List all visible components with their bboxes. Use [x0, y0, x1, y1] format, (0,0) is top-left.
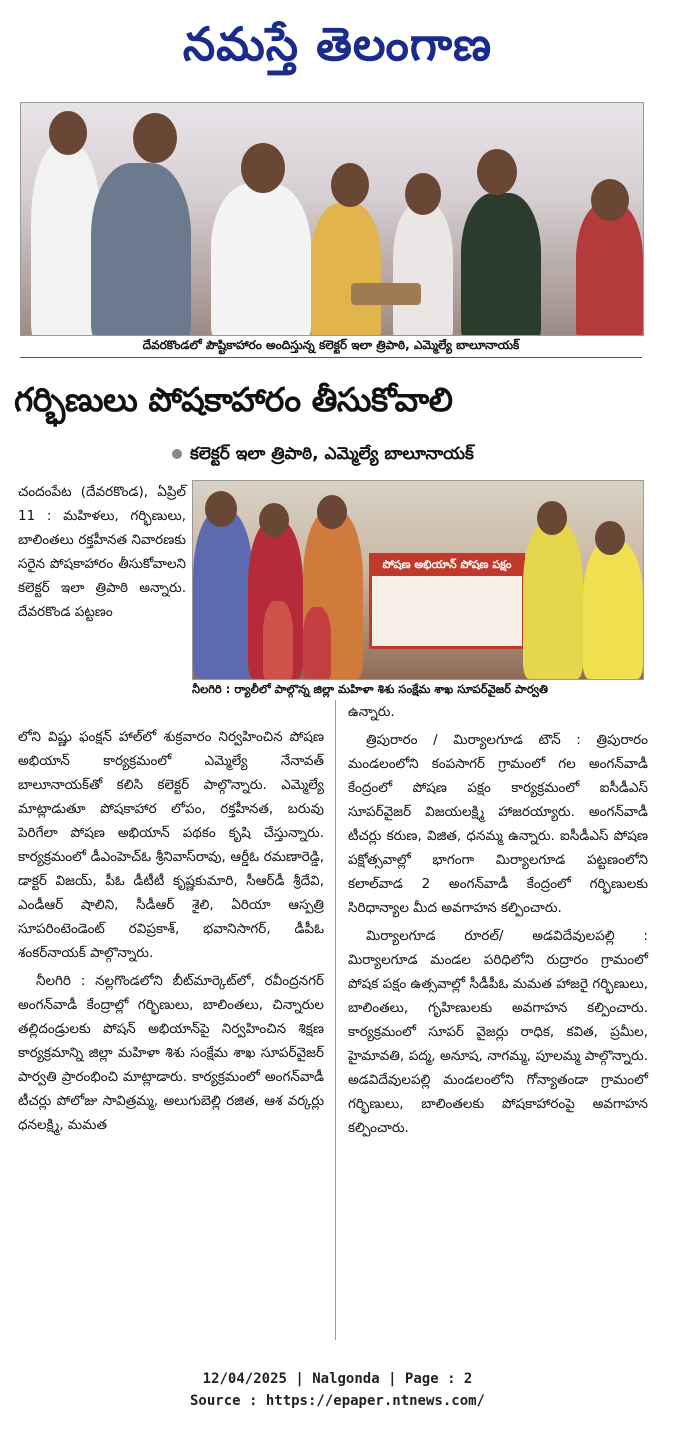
right-paragraph-3: మిర్యాలగూడ రూరల్/ అడవిదేవులపల్లి : మిర్యాలగూడ మండల పరిధిలోని రుద్రారం గ్రామంలో పోషక పక్షం ఉత్సవాల్లో సీడీపీఓ మమత హాజరై గర్భిణులు, బాలింతలు, గృహిణులకు అవగాహన కల్పించారు. కార్యక్రమంలో సూపర్ వైజర్లు రాధిక, కవిత, ప్రమీల, హైమావతి, పద్మ, అనూష, నాగమ్మ, పూలమ్మ పాల్గొన్నారు. అడవిదేవులపల్లి మండలంలోని గోన్యాతండా గ్రామంలో గర్భిణులు, బాలింతలకు పోషకాహారంపై అవగాహన కల్పించారు. [348, 928, 648, 1136]
article-intro [18, 480, 186, 628]
bullet-icon [172, 449, 182, 459]
rally-banner [369, 553, 525, 649]
footer-date-line: 12/04/2025 | Nalgonda | Page : 2 [202, 1371, 473, 1387]
left-paragraph-1: లోని విష్ణు ఫంక్షన్ హాల్‌లో శుక్రవారం నిర్వహించిన పోషణ అభియాన్ కార్యక్రమంలో ఎమ్మెల్యే నేనావత్ బాలూనాయక్‌తో కలిసి కలెక్టర్ పాల్గొన్నారు. ఎమ్మెల్యే మాట్లాడుతూ పోషకాహార లోపం, రక్తహీనత, బరువు పెరిగేలా పోషణ అభియాన్ పథకం కృషి చేస్తున్నారు. కార్యక్రమంలో డీఎంహెచ్‌ఓ శ్రీనివాస్‌రావు, ఆర్డీఓ రమణారెడ్డి, డాక్టర్ విజయ్, పీఓ డీటీటీ కృష్ణకుమారి, సీఆర్‌డీ శ్రీదేవి, ఎండీఆర్ షాలిని, సీడీఆర్ శైలి, ఏరియా ఆస్పత్రి సూపరింటెండెంట్ రవిప్రకాశ్, భవానిసాగర్, డీపీఓ శంకర్‌నాయక్ పాల్గొన్నారు. [18, 729, 324, 961]
column-divider [335, 700, 336, 1340]
intro-paragraph: చందంపేట (దేవరకొండ), ఏప్రిల్ 11 : మహిళలు, గర్భిణులు, బాలింతలు రక్తహీనత నివారణకు సరైన పోషకాహారం తీసుకోవాలని కలెక్టర్ ఇలా త్రిపాఠి అన్నారు. దేవరకొండ పట్టణం [18, 484, 186, 620]
right-paragraph-2: త్రిపురారం / మిర్యాలగూడ టౌన్ : త్రిపురారం మండలంలోని కంపసాగర్ గ్రామంలో గల అంగన్‌వాడీ కేంద్రంలో పోషణ పక్షం కార్యక్రమంలో ఐసీడీఎస్ సూపర్‌వైజర్ విజయలక్ష్మి హాజరయ్యారు. అంగన్‌వాడీ టీచర్లు కరుణ, విజిత, ధనమ్మ ఉన్నారు. ఐసీడీఎస్ పోషణ పక్షోత్సవాల్లో భాగంగా మిర్యాలగూడ పట్టణంలోని కలాల్‌వాడ 2 అంగన్‌వాడీ కేంద్రంలో గర్భిణులకు సిరిధాన్యాల మీద అవగాహన కల్పించారు. [348, 732, 648, 916]
masthead-logo-text: నమస్తే తెలంగాణ [182, 17, 493, 71]
right-paragraph-1: ఉన్నారు. [348, 704, 395, 720]
subhead [172, 444, 652, 468]
article-right-column [348, 700, 648, 1144]
left-paragraph-2: నీలగిరి : నల్లగొండలోని బీట్‌మార్కెట్‌లో, రవీంద్రనగర్ అంగన్‌వాడీ కేంద్రాల్లో గర్భిణులు, బాలింతలు, చిన్నారుల తల్లిదండ్రులకు పోషన్ అభియాన్‌పై నిర్వహించిన శిక్షణ కార్యక్రమాన్ని జిల్లా మహిళా శిశు సంక్షేమ శాఖ సూపర్‌వైజర్ పార్వతి ప్రారంభించి మాట్లాడారు. కార్యక్రమంలో అంగన్‌వాడీ టీచర్లు పోలోజు సావిత్రమ్మ, అలుగుబెల్లి రజిత, ఆశ వర్కర్లు ధనలక్ష్మి, మమత [18, 973, 324, 1133]
article-left-column [18, 725, 324, 1141]
footer-source-line: Source : https://epaper.ntnews.com/ [189, 1393, 485, 1409]
headline: గర్భిణులు పోషకాహారం తీసుకోవాలి [14, 380, 453, 419]
rally-photo-caption: నీలగిరి : ర్యాలీలో పాల్గొన్న జిల్లా మహిళా శిశు సంక్షేమ శాఖ సూపర్‌వైజర్ పార్వతి [192, 682, 548, 696]
top-photo-caption: దేవరకొండలో పౌష్టికాహారం అందిస్తున్న కలెక్టర్ ఇలా త్రిపాఠి, ఎమ్మెల్యే బాలూనాయక్ [20, 338, 642, 358]
masthead [0, 4, 675, 84]
subhead-text: కలెక్టర్ ఇలా త్రిపాఠి, ఎమ్మెల్యే బాలూనాయక్ [190, 444, 474, 464]
rally-banner-text: పోషణ అభియాన్ పోషణ పక్షం [372, 556, 522, 576]
top-photo [20, 102, 644, 336]
rally-photo [192, 480, 644, 680]
footer [0, 1368, 675, 1412]
